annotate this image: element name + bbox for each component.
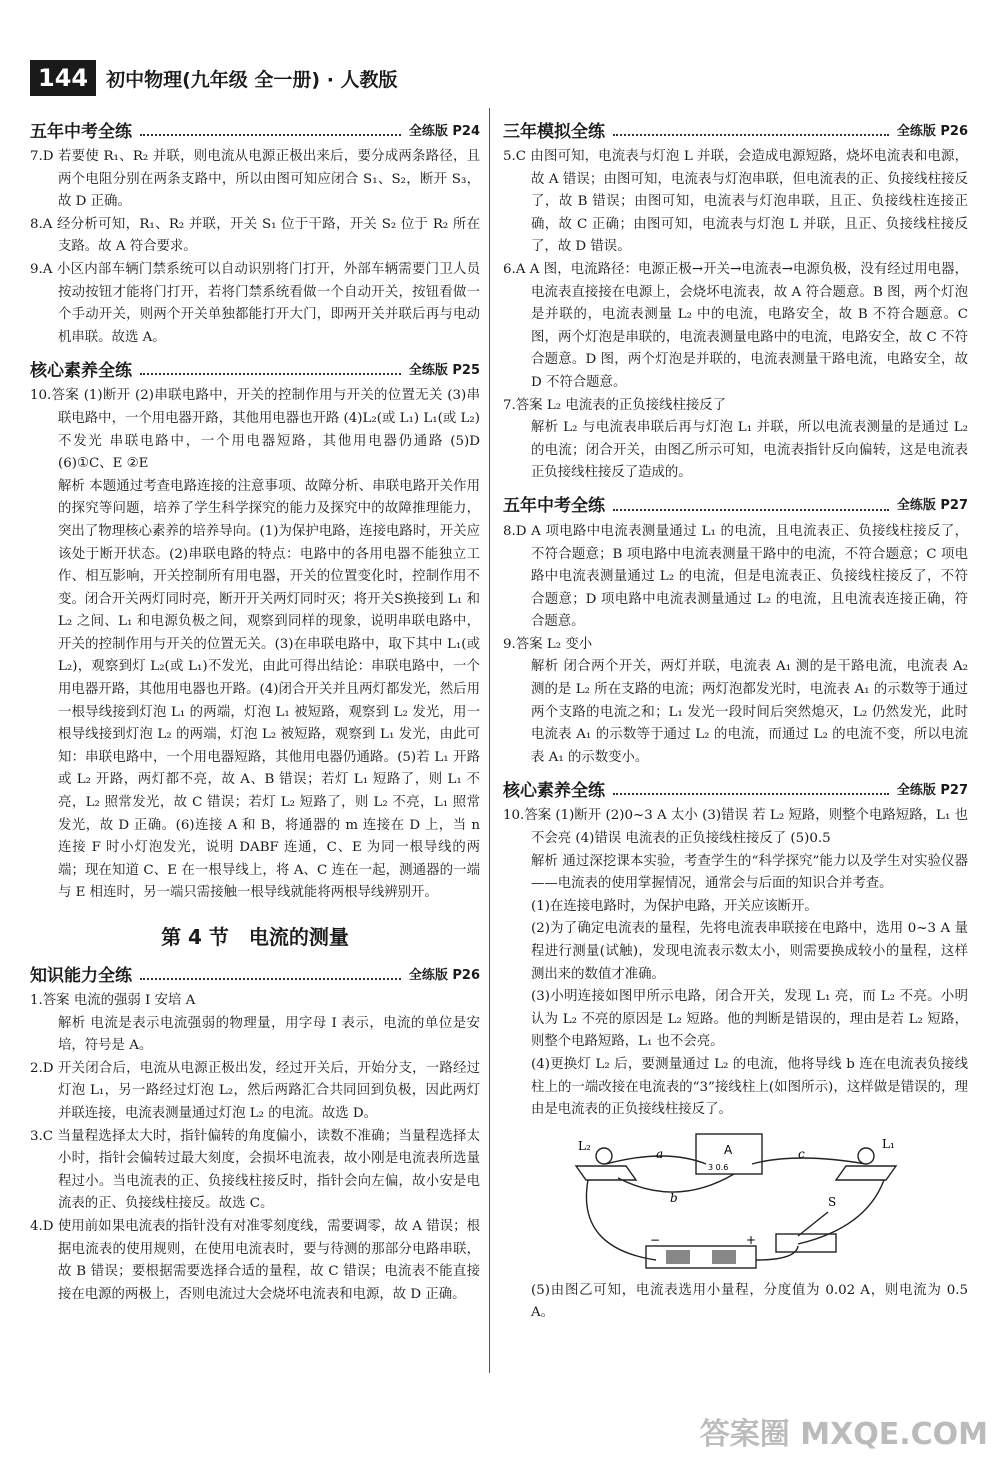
section-header [503,491,968,517]
page-ref: 全练版 P26 [896,123,968,139]
analysis-point: (5)由图乙可知，电流表选用小量程，分度值为 0.02 A，则电流为 0.5 A。 [531,1282,968,1321]
answer-item: 10.答案 (1)断开 (2)0~3 A 太小 (3)错误 若 L₂ 短路，则整个电路短路，L₁ 也不会亮 (4)错误 电流表的正负接线柱接反了 (5)0.5 [503,808,968,847]
analysis-text: 解析 闭合两个开关，两灯并联，电流表 A₁ 测的是干路电流，电流表 A₂ 测的是 L₂ 所在支路的电流；两灯泡都发光时，电流表 A₁ 的示数等于通过两个支路的电流之和；L₁ 发光一段时间后突然熄灭，L₂ 仍然发光，此时电流表 A₁ 的示数等于通过 L₂ 的电流，而通过 L₂ 的电流不变，所以电流表 A₁ 的示数变小。 [531,659,969,765]
answer-item: 8.D A 项电路中电流表测量通过 L₁ 的电流，且电流表正、负接线柱接反了，不符合题意；B 项电路中电流表测量干路中的电流，不符合题意；C 项电路中电流表测量通过 L₂ 的电流，但是电流表正、负接线柱接反了，不符合题意；D 项电路中电流表测量通过 L₂ 的电流，且电流表连接正确，符合题意。 [503,523,968,630]
analysis-point: (2)为了确定电流表的量程，先将电流表串联接在电路中，选用 0~3 A 量程进行测量(试触)，发现电流表示数太小，则需要换成较小的量程，这样测出来的数值才准确。 [531,921,968,982]
dotted-leader [613,497,889,511]
answer-item: 1.答案 电流的强弱 I 安培 A [30,993,196,1008]
label-l1: L₁ [881,1136,895,1151]
section-header [30,355,480,381]
section-header [30,960,480,986]
section-header [503,116,968,142]
column-divider [489,108,490,1373]
dotted-leader [140,966,401,980]
answer-item: 10.答案 (1)断开 (2)串联电路中，开关的控制作用与开关的位置无关 (3)串联电路中，一个用电器开路，其他用电器也开路 (4)L₂(或 L₁) L₁(或 L₂)不发光 串联电路中，一个用电器短路，其他用电器仍通路 (5)D (6)①C、E ②E [30,388,480,472]
dotted-leader [613,781,889,795]
page-ref: 全练版 P27 [896,498,968,514]
page-ref: 全练版 P26 [408,967,480,983]
dotted-leader [613,122,889,136]
battery-plus: + [745,1232,756,1247]
analysis-text: 解析 本题通过考查电路连接的注意事项、故障分析、串联电路开关作用的探究等问题，培养了学生科学探究的能力及探究中的故障推理能力，突出了物理核心素养的培养导向。(1)为保护电路，连接电路时，开关应该处于断开状态。(2)串联电路的特点：电路中的各用电器不能独立工作、相互影响，开关控制所有用电器，开关的位置变化时，控制作用不变。闭合开关两灯同时亮，断开开关两灯同时灭；将开关S换接到 L₁ 和 L₂ 之间、L₁ 和电源负极之间，观察到同样的现象，说明串联电路中，开关的控制作用与开关的位置无关。(3)在串联电路中，取下其中 L₁(或 L₂)，观察到灯 L₂(或 L₁)不发光，由此可得出结论：串联电路中，一个用电器开路，其他用电器也开路。(4)闭合开关并且两灯都发光，然后用一根导线接到灯泡 L₁ 的两端，灯泡 L₁ 被短路，观察到 L₂ 发光，用一根导线接到灯泡 L₂ 的两端，灯泡 L₂ 被短路，观察到 L₁ 发光，由此可知：串联电路中，一个用电器短路，其他用电器仍通路。(5)若 L₁ 开路或 L₂ 开路，两灯都不亮，故 A、B 错误；若灯 L₁ 短路了，则 L₁ 不亮，L₂ 照常发光，故 C 错误；若灯 L₂ 短路了，则 L₂ 不亮，L₁ 照常发光，故 D 正确。(6)连接 A 和 B，将通器的 m 连接在 D 上，当 n 连接 F 时小灯泡发光，说明 DABF 连通，C、E 为同一根导线的两端；现在知道 C、E 在一根导线上，将 A、C 连在一起，测通器的一端与 E 相连时，另一端只需接触一根导线就能将两根导线辨别开。 [58,478,480,901]
label-c: c [797,1146,805,1161]
analysis-text: 解析 L₂ 与电流表串联后再与灯泡 L₁ 并联，所以电流表测量的是通过 L₂ 的电流；闭合开关，由图乙所示可知，电流表指针反向偏转，这是电流表正负接线柱接反了造成的。 [531,420,968,481]
bulb-l2-icon [596,1148,612,1164]
label-a: a [655,1146,663,1161]
answer-item: 2.D 开关闭合后，电流从电源正极出发，经过开关后，开始分支，一路经过灯泡 L₁，另一路经过灯泡 L₂，然后两路汇合共同回到负极，因此两灯并联连接，电流表测量通过灯泡 L₂ 的电流。故选 D。 [30,1060,480,1121]
left-column [30,110,480,1306]
answer-item: 8.A 经分析可知，R₁、R₂ 并联，开关 S₁ 位于干路，开关 S₂ 位于 R₂ 所在支路。故 A 符合要求。 [30,216,480,255]
book-title: 初中物理(九年级 全一册) · 人教版 [106,68,398,91]
answer-item: 7.D 若要使 R₁、R₂ 并联，则电流从电源正极出来后，要分成两条路径，且两个电阻分别在两条支路中，所以由图可知应闭合 S₁、S₂，断开 S₃，故 D 正确。 [30,149,480,210]
section-title: 五年中考全练 [503,496,605,517]
analysis-text: 解析 通过深挖课本实验，考查学生的“科学探究”能力以及学生对实验仪器——电流表的使用掌握情况，通常会与后面的知识合并考查。 [531,853,968,892]
answer-item: 6.A A 图，电流路径：电源正极→开关→电流表→电源负极，没有经过用电器，电流表直接接在电源上，会烧坏电流表，故 A 符合题意。B 图，两个灯泡是并联的，电流表测量 L₂ 中的电流，电路安全，故 B 不符合题意。C 图，两个灯泡是串联的，电流表测量电路中的电流，电路安全，故 C 不符合题意。D 图，两个灯泡是并联的，电流表测量干路电流，电路安全，故 D 不符合题意。 [503,261,968,390]
right-column [503,110,968,1325]
answer-item: 5.C 由图可知，电流表与灯泡 L 并联，会造成电源短路，烧坏电流表和电源，故 A 错误；由图可知，电流表与灯泡串联，但电流表的正、负接线柱接反了，故 B 错误；由图可知，电流表与灯泡串联，且正、负接线柱连接正确，故 C 正确；由图可知，电流表与灯泡 L 并联，且正、负接线柱接反了，故 D 错误。 [503,149,968,255]
page-ref: 全练版 P24 [408,123,480,139]
label-l2: L₂ [577,1138,591,1153]
section-title: 三年模拟全练 [503,121,605,142]
watermark: 答案圈 MXQE.COM [699,1417,988,1452]
page-number: 144 [30,60,96,96]
analysis-point: (1)在连接电路时，为保护电路，开关应该断开。 [531,898,818,914]
answer-item: 9.A 小区内部车辆门禁系统可以自动识别将门打开，外部车辆需要门卫人员按动按钮才能将门打开，若将门禁系统看做一个自动开关，按钮看做一个手动开关，则两个开关单独都能打开大门，即两开关并联后再与电动机串联。故选 A。 [30,261,480,345]
answer-item: 4.D 使用前如果电流表的指针没有对准零刻度线，需要调零，故 A 错误；根据电流表的使用规则，在使用电流表时，要与待测的那部分电路串联，故 B 错误；要根据需要选择合适的量程，故 C 错误；电流表不能直接接在电源的两极上，否则电流过大会烧坏电流表和电源，故 D 正确。 [30,1218,480,1302]
answer-item: 3.C 当量程选择太大时，指针偏转的角度偏小，读数不准确；当量程选择太小时，指针会偏转过最大刻度，会损坏电流表，故小刚是电流表所选量程过小。当电流表的正、负接线柱接反时，指针会向左偏，故小安是电流表的正、负接线柱接反。故选 C。 [30,1128,480,1212]
battery-minus: − [649,1232,660,1247]
battery-icon [666,1250,690,1264]
section-header [503,775,968,801]
label-b: b [669,1190,678,1205]
meter-label: A [723,1142,732,1157]
section-title: 五年中考全练 [30,121,132,142]
analysis-point: (4)更换灯 L₂ 后，要测量通过 L₂ 的电流，他将导线 b 连在电流表负接线柱上的一端改接在电流表的“3”接线柱上(如图所示)，这样做是错误的，理由是电流表的正负接线柱接反了。 [531,1056,968,1118]
dotted-leader [140,361,401,375]
battery-icon [712,1250,736,1264]
page-header [30,58,398,98]
analysis-point: (3)小明连接如图甲所示电路，闭合开关，发现 L₁ 亮，而 L₂ 不亮。小明认为 L₂ 不亮的原因是 L₂ 短路。他的判断是错误的，理由是若 L₂ 短路，则整个电路短路，L₁ 也不会亮。 [531,989,968,1050]
bulb-l1-icon [858,1148,874,1164]
section-header [30,116,480,142]
page-ref: 全练版 P25 [408,362,480,378]
label-s: S [827,1194,836,1209]
circuit-diagram [566,1128,906,1276]
analysis-text: 解析 电流是表示电流强弱的物理量，用字母 I 表示，电流的单位是安培，符号是 A。 [58,1015,480,1054]
page-ref: 全练版 P27 [896,782,968,798]
answer-item: 9.答案 L₂ 变小 [503,636,593,652]
section-title: 核心素养全练 [503,780,605,801]
section-title: 知识能力全练 [30,965,132,986]
meter-scale: 3 0.6 [707,1162,728,1172]
chapter-title: 第 4 节 电流的测量 [161,925,349,949]
section-title: 核心素养全练 [30,360,132,381]
dotted-leader [140,122,401,136]
answer-item: 7.答案 L₂ 电流表的正负接线柱接反了 [503,397,727,413]
